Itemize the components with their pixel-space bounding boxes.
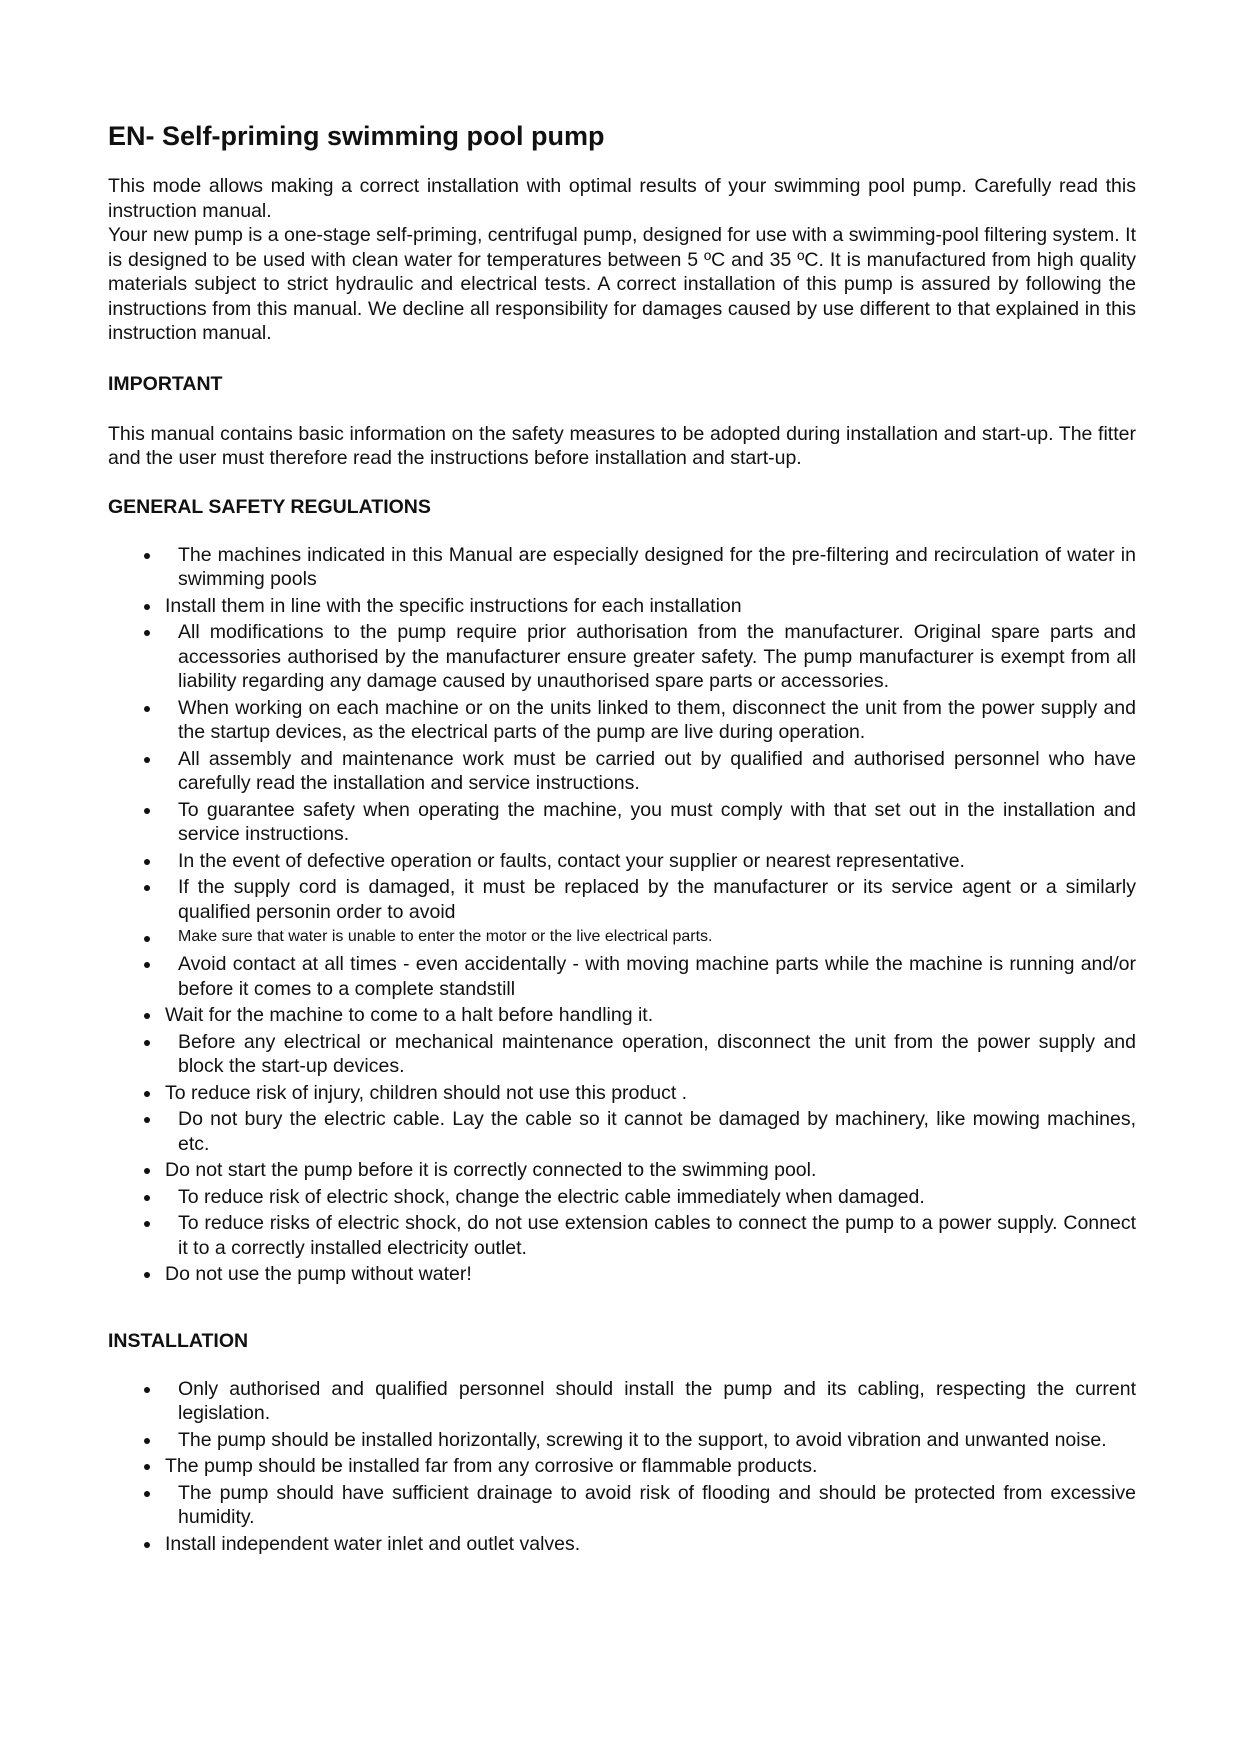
list-item: If the supply cord is damaged, it must be replaced by the manufacturer or its service agent or a similarly qualified personin order to avoid — [108, 875, 1136, 924]
list-item: Do not bury the electric cable. Lay the cable so it cannot be damaged by machinery, like mowing machines, etc. — [108, 1107, 1136, 1156]
list-item: The machines indicated in this Manual are especially designed for the pre-filtering and recirculation of water in swimming pools — [108, 543, 1136, 592]
bullet-icon — [144, 604, 150, 610]
bullet-icon — [144, 1091, 150, 1097]
bullet-icon — [144, 1221, 150, 1227]
list-item: Install independent water inlet and outlet valves. — [108, 1532, 1136, 1557]
document-page — [108, 120, 1136, 1558]
bullet-icon — [144, 1195, 150, 1201]
bullet-icon — [144, 630, 150, 636]
bullet-icon — [144, 808, 150, 814]
list-item: Only authorised and qualified personnel should install the pump and its cabling, respecting the current legislation. — [108, 1377, 1136, 1426]
list-item: Do not start the pump before it is correctly connected to the swimming pool. — [108, 1158, 1136, 1183]
list-item: Install them in line with the specific instructions for each installation — [108, 594, 1136, 619]
bullet-icon — [144, 1491, 150, 1497]
installation-list — [108, 1377, 1136, 1557]
bullet-icon — [144, 706, 150, 712]
list-item: The pump should be installed horizontally, screwing it to the support, to avoid vibration and unwanted noise. — [108, 1428, 1136, 1453]
bullet-icon — [144, 553, 150, 559]
bullet-icon — [144, 1464, 150, 1470]
general-safety-list — [108, 543, 1136, 1287]
list-item: The pump should have sufficient drainage to avoid risk of flooding and should be protected from excessive humidity. — [108, 1481, 1136, 1530]
intro-paragraph-1: This mode allows making a correct installation with optimal results of your swimming pool pump. Carefully read this instruction manual. — [108, 175, 1136, 222]
bullet-icon — [144, 757, 150, 763]
bullet-icon — [144, 1117, 150, 1123]
list-item: To reduce risks of electric shock, do not use extension cables to connect the pump to a power supply. Connect it to a correctly installed electricity outlet. — [108, 1211, 1136, 1260]
bullet-icon — [144, 1013, 150, 1019]
bullet-icon — [144, 1387, 150, 1393]
list-item: In the event of defective operation or faults, contact your supplier or nearest representative. — [108, 849, 1136, 874]
list-item: Before any electrical or mechanical maintenance operation, disconnect the unit from the power supply and block the start-up devices. — [108, 1030, 1136, 1079]
list-item: Do not use the pump without water! — [108, 1262, 1136, 1287]
important-heading: IMPORTANT — [108, 372, 223, 395]
bullet-icon — [144, 962, 150, 968]
bullet-icon — [144, 1438, 150, 1444]
bullet-icon — [144, 936, 150, 942]
bullet-icon — [144, 1542, 150, 1548]
general-safety-heading: GENERAL SAFETY REGULATIONS — [108, 495, 431, 518]
bullet-icon — [144, 1272, 150, 1278]
list-item: All modifications to the pump require prior authorisation from the manufacturer. Original spare parts and accessories authorised by the manufacturer ensure greater safety. The pump manufacturer is exempt from all liability regarding any damage caused by unauthorised spare parts or accessories. — [108, 620, 1136, 694]
list-item: To guarantee safety when operating the machine, you must comply with that set out in the installation and service instructions. — [108, 798, 1136, 847]
list-item: Make sure that water is unable to enter the motor or the live electrical parts. — [108, 926, 1136, 948]
bullet-icon — [144, 885, 150, 891]
list-item: Avoid contact at all times - even accidentally - with moving machine parts while the machine is running and/or before it comes to a complete standstill — [108, 952, 1136, 1001]
important-text: This manual contains basic information on the safety measures to be adopted during installation and start-up. The fitter and the user must therefore read the instructions before installation and start-up. — [108, 422, 1136, 469]
list-item: All assembly and maintenance work must be carried out by qualified and authorised personnel who have carefully read the installation and service instructions. — [108, 747, 1136, 796]
bullet-icon — [144, 859, 150, 865]
list-item: To reduce risk of injury, children should not use this product . — [108, 1081, 1136, 1106]
list-item: When working on each machine or on the units linked to them, disconnect the unit from the power supply and the startup devices, as the electrical parts of the pump are live during operation. — [108, 696, 1136, 745]
intro-paragraph-2: Your new pump is a one-stage self-priming, centrifugal pump, designed for use with a swimming-pool filtering system. It is designed to be used with clean water for temperatures between 5 ºC and 35 ºC. It is manufactured from high quality materials subject to strict hydraulic and electrical tests. A correct installation of this pump is assured by following the instructions from this manual. We decline all responsibility for damages caused by use different to that explained in this instruction manual. — [108, 224, 1136, 344]
list-item: The pump should be installed far from any corrosive or flammable products. — [108, 1454, 1136, 1479]
document-title: EN- Self-priming swimming pool pump — [108, 121, 605, 151]
list-item: Wait for the machine to come to a halt before handling it. — [108, 1003, 1136, 1028]
installation-heading: INSTALLATION — [108, 1329, 249, 1352]
bullet-icon — [144, 1168, 150, 1174]
list-item: To reduce risk of electric shock, change the electric cable immediately when damaged. — [108, 1185, 1136, 1210]
bullet-icon — [144, 1040, 150, 1046]
